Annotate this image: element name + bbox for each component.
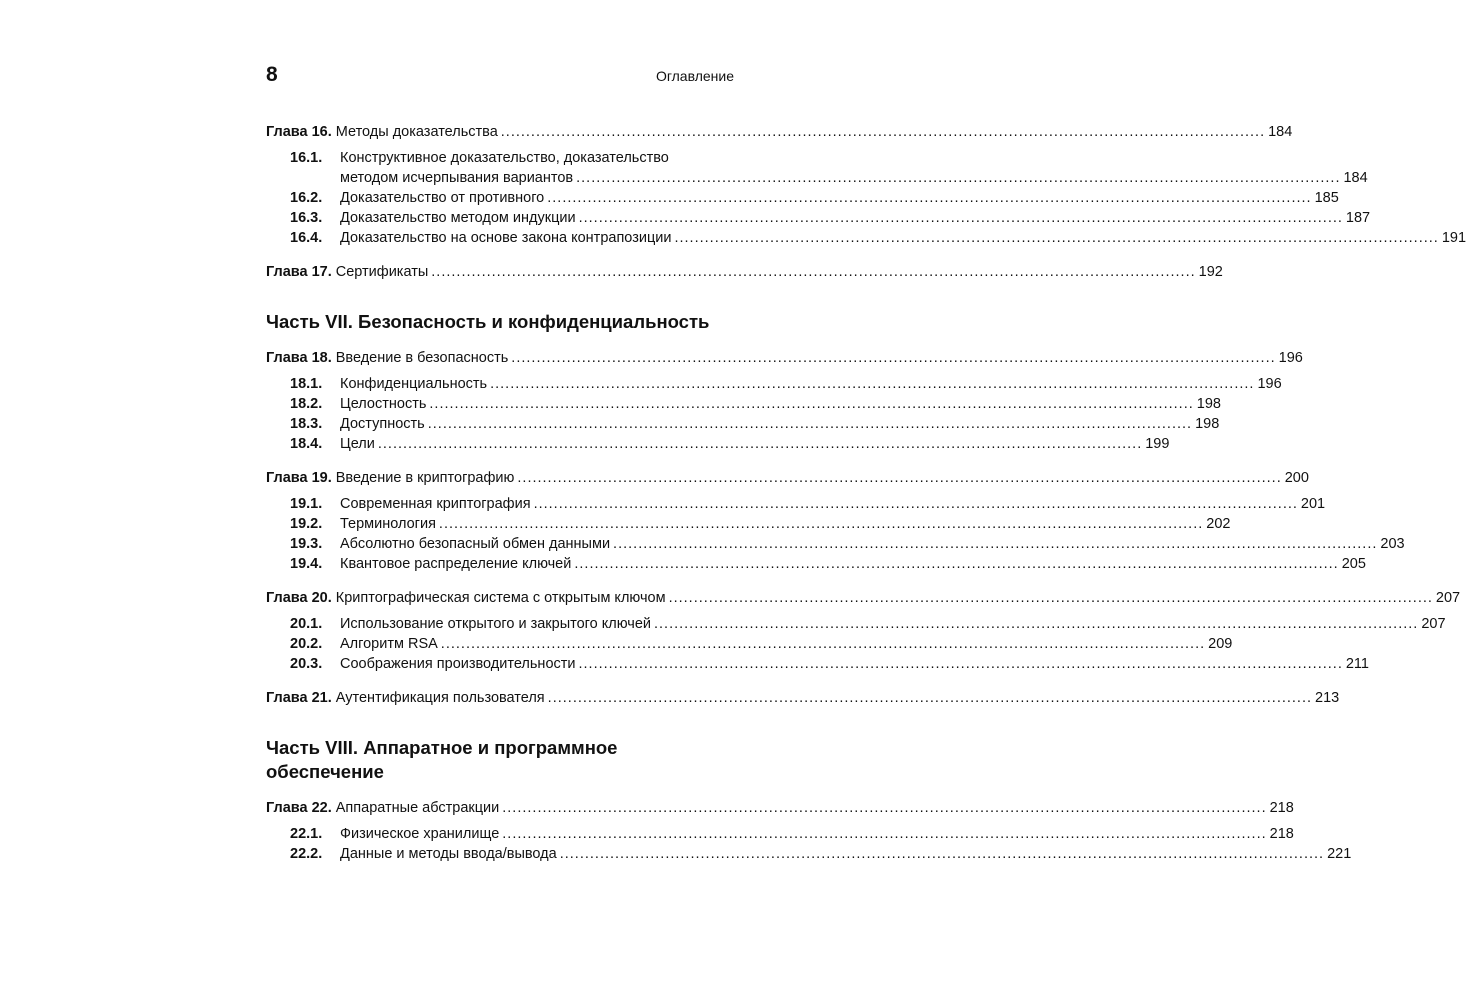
section-title: Доказательство методом индукции [340,210,576,226]
section-number: 20.1. [290,616,323,632]
toc-section-20-2[interactable] [290,634,1233,654]
toc-section-22-2[interactable] [290,844,1352,864]
dot-leader [674,228,1438,248]
section-number: 16.4. [290,230,323,246]
dot-leader [502,798,1266,818]
page-ref: 187 [1345,210,1371,226]
toc-section-16-1[interactable] [290,148,1368,188]
page-ref: 201 [1300,496,1326,512]
chapter-label: Глава 17. [266,264,332,280]
toc-section-19-1[interactable] [290,494,1326,514]
page-ref: 207 [1435,590,1461,606]
section-number: 18.1. [290,376,323,392]
page-ref: 207 [1421,616,1446,632]
chapter-label: Глава 20. [266,590,332,606]
section-number: 19.3. [290,536,323,552]
dot-leader [439,514,1203,534]
toc-chapter-21[interactable] [266,688,1340,708]
toc-chapter-22[interactable] [266,798,1294,818]
toc-section-16-3[interactable] [290,208,1371,228]
section-title: Физическое хранилище [340,826,500,842]
page-ref: 203 [1380,536,1405,552]
dot-leader [378,434,1142,454]
dot-leader [428,414,1192,434]
page-ref: 218 [1269,826,1294,842]
toc-section-16-2[interactable] [290,188,1339,208]
page-ref: 198 [1195,416,1220,432]
section-title: Терминология [340,516,436,532]
chapter-label: Глава 19. [266,470,332,486]
toc-section-20-3[interactable] [290,654,1369,674]
page-ref: 199 [1145,436,1170,452]
section-title: Доказательство на основе закона контрапозиции [340,230,672,246]
chapter-title: Методы доказательства [335,124,498,140]
dot-leader [429,394,1193,414]
section-number: 18.2. [290,396,323,412]
page-ref: 211 [1345,656,1369,672]
page-ref: 218 [1269,800,1294,816]
dot-leader [511,348,1275,368]
chapter-title: Аппаратные абстракции [335,800,500,816]
toc-section-18-3[interactable] [290,414,1220,434]
section-title-line1: Конструктивное доказательство, доказательство [340,150,669,166]
toc-chapter-20[interactable] [266,588,1461,608]
page-ref: 191 [1441,230,1466,246]
section-title: Целостность [340,396,427,412]
section-number: 18.4. [290,436,323,452]
toc-section-19-2[interactable] [290,514,1231,534]
page-ref: 192 [1198,264,1223,280]
dot-leader [576,168,1340,188]
dot-leader [579,654,1343,674]
section-title: Доказательство от противного [340,190,545,206]
section-number: 22.1. [290,826,323,842]
toc-section-19-4[interactable] [290,554,1366,574]
section-number: 22.2. [290,846,323,862]
section-title: Соображения производительности [340,656,576,672]
toc-section-18-2[interactable] [290,394,1221,414]
dot-leader [501,122,1265,142]
dot-leader [669,588,1433,608]
dot-leader [490,374,1254,394]
section-title: Доступность [340,416,425,432]
section-title: Квантовое распределение ключей [340,556,572,572]
section-title: Алгоритм RSA [340,636,438,652]
toc-chapter-16[interactable] [266,122,1293,142]
dot-leader [574,554,1338,574]
page-ref: 205 [1341,556,1366,572]
page-ref: 184 [1268,124,1293,140]
page-ref: 202 [1206,516,1231,532]
chapter-label: Глава 16. [266,124,332,140]
page-ref: 213 [1315,690,1340,706]
part-8-title-line2: обеспечение [266,761,384,782]
section-title: Абсолютно безопасный обмен данными [340,536,611,552]
dot-leader [502,824,1266,844]
page-ref: 209 [1208,636,1233,652]
part-8-title[interactable] [266,736,734,784]
page-ref: 184 [1343,170,1368,186]
section-title: Использование открытого и закрытого ключей [340,616,651,632]
toc-chapter-17[interactable] [266,262,1223,282]
section-title: Данные и методы ввода/вывода [340,846,557,862]
chapter-title: Сертификаты [335,264,429,280]
section-number: 16.2. [290,190,323,206]
page-header [266,62,734,88]
dot-leader [534,494,1298,514]
chapter-label: Глава 22. [266,800,332,816]
page-ref: 196 [1257,376,1282,392]
toc-section-20-1[interactable] [290,614,1446,634]
page-ref: 196 [1278,350,1303,366]
page-ref: 198 [1196,396,1221,412]
running-title: Оглавление [655,68,734,84]
toc-section-18-4[interactable] [290,434,1170,454]
part-8-title-line1: Часть VIII. Аппаратное и программное [266,737,618,758]
page-ref: 185 [1314,190,1339,206]
dot-leader [431,262,1195,282]
toc-section-19-3[interactable] [290,534,1405,554]
page-ref: 221 [1327,846,1352,862]
section-number: 19.2. [290,516,323,532]
dot-leader [517,468,1281,488]
section-number: 19.1. [290,496,323,512]
section-number: 20.2. [290,636,323,652]
section-title-line2: методом исчерпывания вариантов [340,170,574,186]
section-title: Цели [340,436,375,452]
chapter-title: Криптографическая система с открытым ключом [335,590,666,606]
section-number: 18.3. [290,416,323,432]
toc-section-16-4[interactable] [290,228,1466,248]
chapter-label: Глава 21. [266,690,332,706]
page-number: 8 [266,63,278,86]
dot-leader [441,634,1205,654]
toc-section-22-1[interactable] [290,824,1294,844]
part-7-title[interactable]: Часть VII. Безопасность и конфиденциальность [266,311,710,332]
page-ref: 200 [1284,470,1309,486]
chapter-label: Глава 18. [266,350,332,366]
dot-leader [548,688,1312,708]
chapter-title: Введение в безопасность [335,350,509,366]
toc-chapter-19[interactable] [266,468,1309,488]
dot-leader [613,534,1377,554]
chapter-title: Введение в криптографию [335,470,515,486]
section-title: Современная криптография [340,496,531,512]
section-number: 19.4. [290,556,323,572]
dot-leader [547,188,1311,208]
section-title: Конфиденциальность [340,376,488,392]
toc-chapter-18[interactable] [266,348,1303,368]
dot-leader [579,208,1343,228]
table-of-contents [266,122,1466,864]
toc-section-18-1[interactable] [290,374,1282,394]
section-number: 16.3. [290,210,323,226]
dot-leader [654,614,1418,634]
dot-leader [560,844,1324,864]
section-number: 20.3. [290,656,323,672]
section-number: 16.1. [290,150,323,166]
chapter-title: Аутентификация пользователя [335,690,545,706]
